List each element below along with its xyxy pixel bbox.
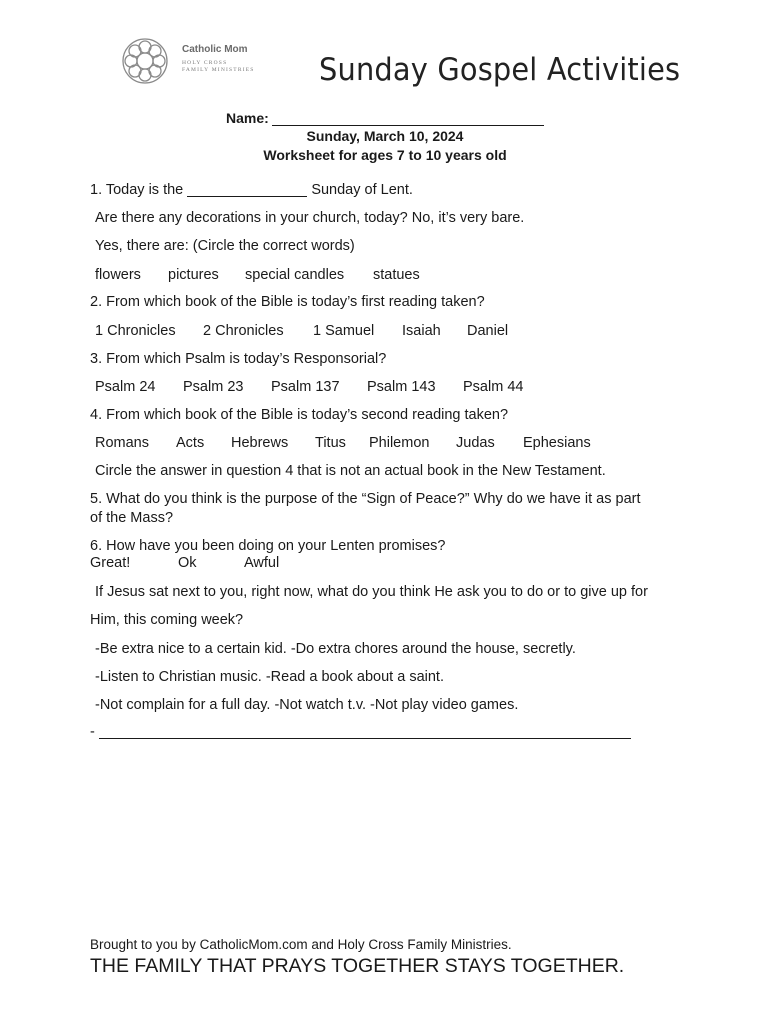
q1-blank[interactable] <box>187 182 307 197</box>
footer-credit: Brought to you by CatholicMom.com and Holy Cross Family Ministries. <box>90 937 512 952</box>
q1-option[interactable]: special candles <box>245 267 345 283</box>
q2-option[interactable]: 1 Samuel <box>313 323 375 339</box>
circular-knot-logo-icon <box>120 36 170 86</box>
question-1: 1. Today is the Sunday of Lent. <box>90 182 413 198</box>
idea-line: -Not complain for a full day. -Not watch t.v. -Not play video games. <box>95 697 519 713</box>
worksheet-date: Sunday, March 10, 2024 <box>306 128 464 144</box>
q4-option[interactable]: Philemon <box>369 435 430 451</box>
logo-sub-line-2: FAMILY MINISTRIES <box>182 67 255 73</box>
q1-option[interactable]: flowers <box>95 267 141 283</box>
q1-yes-line: Yes, there are: (Circle the correct words) <box>95 238 355 254</box>
page-title: Sunday Gospel Activities <box>319 52 681 88</box>
q1-option[interactable]: statues <box>373 267 420 283</box>
name-blank-line[interactable] <box>272 110 544 126</box>
q4-option[interactable]: Judas <box>456 435 495 451</box>
custom-idea-row <box>90 724 631 740</box>
q6-option[interactable]: Great! <box>90 555 131 571</box>
q4-option[interactable]: Titus <box>315 435 346 451</box>
footer-motto: THE FAMILY THAT PRAYS TOGETHER STAYS TOGETHER. <box>90 955 625 977</box>
question-3: 3. From which Psalm is today’s Responsorial? <box>90 351 387 367</box>
q4-option[interactable]: Hebrews <box>231 435 289 451</box>
jesus-prompt-line-2: Him, this coming week? <box>90 612 244 628</box>
q3-option[interactable]: Psalm 143 <box>367 379 436 395</box>
q2-option[interactable]: 2 Chronicles <box>203 323 284 339</box>
q3-option[interactable]: Psalm 23 <box>183 379 244 395</box>
q1-decorations: Are there any decorations in your church, today? No, it’s very bare. <box>95 210 525 226</box>
jesus-prompt-line-1: If Jesus sat next to you, right now, what do you think He ask you to do or to give up for <box>95 584 648 600</box>
question-5-line-2: of the Mass? <box>90 510 174 526</box>
worksheet-subtitle: Worksheet for ages 7 to 10 years old <box>263 147 507 163</box>
logo-name: Catholic Mom <box>182 44 248 55</box>
question-6: 6. How have you been doing on your Lenten promises? <box>90 538 446 554</box>
q6-option[interactable]: Ok <box>178 555 197 571</box>
q3-option[interactable]: Psalm 137 <box>271 379 340 395</box>
q4-option[interactable]: Romans <box>95 435 149 451</box>
question-5-line-1: 5. What do you think is the purpose of the “Sign of Peace?” Why do we have it as part <box>90 491 641 507</box>
q3-option[interactable]: Psalm 44 <box>463 379 524 395</box>
custom-idea-blank[interactable] <box>99 724 631 739</box>
q4-option[interactable]: Acts <box>176 435 205 451</box>
q2-option[interactable]: Isaiah <box>402 323 441 339</box>
idea-line: -Listen to Christian music. -Read a book about a saint. <box>95 669 444 685</box>
name-label: Name: <box>226 110 269 126</box>
q2-option[interactable]: Daniel <box>467 323 509 339</box>
question-2: 2. From which book of the Bible is today’s first reading taken? <box>90 294 485 310</box>
question-4: 4. From which book of the Bible is today’s second reading taken? <box>90 407 509 423</box>
name-field[interactable] <box>226 110 544 126</box>
idea-line: -Be extra nice to a certain kid. -Do extra chores around the house, secretly. <box>95 641 576 657</box>
q4-option[interactable]: Ephesians <box>523 435 591 451</box>
logo-sub-line-1: HOLY CROSS <box>182 60 228 66</box>
dash: - <box>90 724 95 740</box>
q4-note: Circle the answer in question 4 that is not an actual book in the New Testament. <box>95 463 606 479</box>
q1-option[interactable]: pictures <box>168 267 219 283</box>
q6-option[interactable]: Awful <box>244 555 280 571</box>
q3-option[interactable]: Psalm 24 <box>95 379 156 395</box>
q2-option[interactable]: 1 Chronicles <box>95 323 176 339</box>
